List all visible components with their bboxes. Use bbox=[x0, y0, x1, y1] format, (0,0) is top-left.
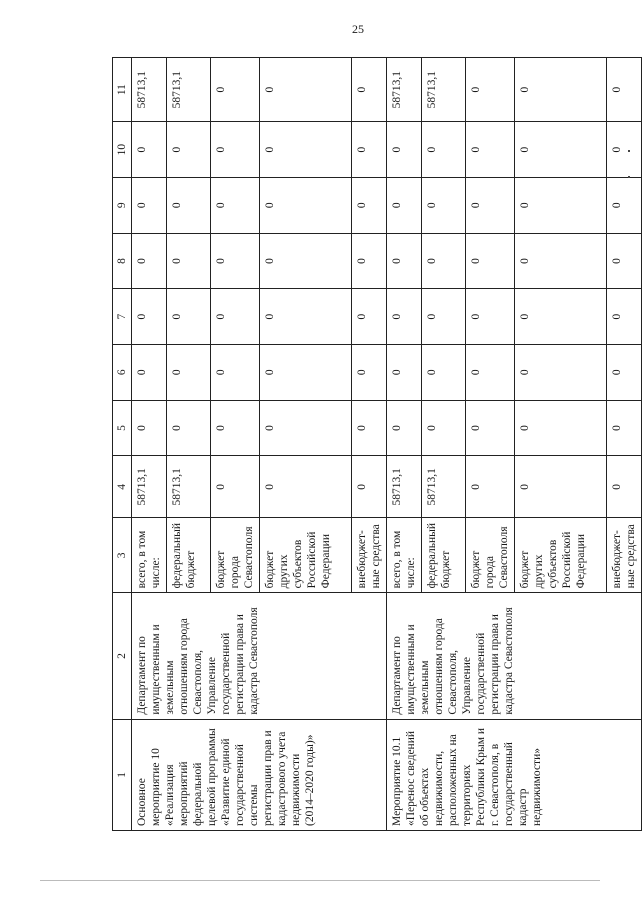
value-cell: 58713,1 bbox=[387, 58, 422, 122]
value-cell: 0 bbox=[167, 344, 211, 400]
header-cell: 4 bbox=[113, 456, 132, 518]
value-cell: 0 bbox=[211, 289, 260, 345]
value-cell: 58713,1 bbox=[422, 456, 466, 518]
funding-source-cell: бюджет города Севастополя bbox=[466, 518, 515, 593]
funding-source-cell: бюджет города Севастополя bbox=[211, 518, 260, 593]
measure-cell: Основное мероприятие 10 «Реализация мероприятий федеральной целевой программы «Развитие единой государственной системы регистрации прав и кадастрового учета недвижимости (2014–2020 годы)» bbox=[132, 719, 387, 830]
rotated-table-container bbox=[112, 57, 637, 831]
value-cell: 0 bbox=[167, 233, 211, 289]
value-cell: 0 bbox=[167, 122, 211, 178]
executor-cell: Департамент по имущественным и земельным отношениям города Севастополя, Управление государственной регистрации права и кадастра Севастополя bbox=[387, 593, 642, 719]
funding-source-cell: внебюджет-ные средства bbox=[607, 518, 642, 593]
value-cell: 0 bbox=[387, 344, 422, 400]
scan-edge-line bbox=[40, 880, 600, 881]
value-cell: 0 bbox=[167, 289, 211, 345]
value-cell: 58713,1 bbox=[132, 58, 167, 122]
value-cell: 0 bbox=[167, 177, 211, 233]
funding-source-cell: бюджет других субъектов Российской Федерации bbox=[515, 518, 607, 593]
header-cell: 9 bbox=[113, 177, 132, 233]
value-cell: 0 bbox=[352, 344, 387, 400]
value-cell: 0 bbox=[211, 122, 260, 178]
value-cell: 0 bbox=[515, 58, 607, 122]
funding-source-cell: всего, в том числе: bbox=[387, 518, 422, 593]
value-cell: 0 bbox=[132, 177, 167, 233]
value-cell: 0 bbox=[211, 400, 260, 456]
value-cell: 0 bbox=[132, 344, 167, 400]
value-cell: 0 bbox=[260, 58, 352, 122]
value-cell: 0 bbox=[607, 344, 642, 400]
table-row bbox=[387, 58, 422, 831]
funding-source-cell: федеральный бюджет bbox=[422, 518, 466, 593]
value-cell: 58713,1 bbox=[422, 58, 466, 122]
value-cell: 0 bbox=[387, 122, 422, 178]
header-row bbox=[113, 58, 132, 831]
value-cell: 0 bbox=[607, 233, 642, 289]
value-cell: 0 bbox=[387, 289, 422, 345]
header-cell: 11 bbox=[113, 58, 132, 122]
header-cell: 8 bbox=[113, 233, 132, 289]
value-cell: 0 bbox=[466, 400, 515, 456]
value-cell: 0 bbox=[466, 58, 515, 122]
header-cell: 5 bbox=[113, 400, 132, 456]
header-cell: 6 bbox=[113, 344, 132, 400]
value-cell: 0 bbox=[515, 289, 607, 345]
table-row bbox=[132, 58, 167, 831]
value-cell: 0 bbox=[515, 344, 607, 400]
value-cell: 0 bbox=[352, 58, 387, 122]
header-cell: 7 bbox=[113, 289, 132, 345]
value-cell: 0 bbox=[515, 122, 607, 178]
value-cell: 0 bbox=[515, 456, 607, 518]
value-cell: 0 bbox=[260, 177, 352, 233]
value-cell: 0 bbox=[607, 58, 642, 122]
measure-cell: Мероприятие 10.1 «Перенос сведений об объектах недвижимости, расположенных на территориях Республики Крым и г. Севастополя, в государственный кадастр недвижимости» bbox=[387, 719, 642, 830]
value-cell: 0 bbox=[515, 400, 607, 456]
value-cell: 0 bbox=[422, 289, 466, 345]
value-cell: 0 bbox=[352, 177, 387, 233]
value-cell: 0 bbox=[132, 233, 167, 289]
value-cell: 0 bbox=[260, 233, 352, 289]
value-cell: 0 bbox=[352, 400, 387, 456]
value-cell: 0 bbox=[607, 289, 642, 345]
value-cell: 0 bbox=[260, 400, 352, 456]
value-cell: 0 bbox=[260, 122, 352, 178]
value-cell: 0 bbox=[132, 122, 167, 178]
value-cell: 58713,1 bbox=[167, 456, 211, 518]
value-cell: 0 bbox=[607, 456, 642, 518]
value-cell: 0 bbox=[466, 233, 515, 289]
value-cell: 0 bbox=[211, 177, 260, 233]
value-cell: 0 bbox=[422, 400, 466, 456]
value-cell: 0 bbox=[466, 177, 515, 233]
value-cell: 0 bbox=[167, 400, 211, 456]
value-cell: 0 bbox=[387, 233, 422, 289]
value-cell: 0 bbox=[422, 122, 466, 178]
value-cell: 0 bbox=[132, 289, 167, 345]
value-cell: 0 bbox=[466, 122, 515, 178]
value-cell: 0 bbox=[211, 233, 260, 289]
value-cell: 0 bbox=[466, 289, 515, 345]
value-cell: 0 bbox=[352, 122, 387, 178]
value-cell: 0 bbox=[422, 344, 466, 400]
value-cell: 0 bbox=[352, 289, 387, 345]
value-cell: 0 bbox=[515, 177, 607, 233]
funding-source-cell: внебюджет-ные средства bbox=[352, 518, 387, 593]
value-cell: 0 bbox=[607, 400, 642, 456]
funding-source-cell: всего, в том числе: bbox=[132, 518, 167, 593]
value-cell: 0 bbox=[211, 58, 260, 122]
page-number: 25 bbox=[352, 22, 364, 36]
scan-speck bbox=[628, 150, 630, 152]
value-cell: 0 bbox=[466, 456, 515, 518]
value-cell: 0 bbox=[211, 456, 260, 518]
funding-source-cell: бюджет других субъектов Российской Федерации bbox=[260, 518, 352, 593]
value-cell: 58713,1 bbox=[167, 58, 211, 122]
value-cell: 0 bbox=[260, 456, 352, 518]
value-cell: 0 bbox=[211, 344, 260, 400]
value-cell: 0 bbox=[422, 233, 466, 289]
header-cell: 1 bbox=[113, 719, 132, 830]
value-cell: 58713,1 bbox=[387, 456, 422, 518]
value-cell: 58713,1 bbox=[132, 456, 167, 518]
value-cell: 0 bbox=[607, 177, 642, 233]
header-cell: 2 bbox=[113, 593, 132, 719]
value-cell: 0 bbox=[387, 177, 422, 233]
executor-cell: Департамент по имущественным и земельным отношениям города Севастополя, Управление государственной регистрации права и кадастра Севастополя bbox=[132, 593, 387, 719]
funding-source-cell: федеральный бюджет bbox=[167, 518, 211, 593]
value-cell: 0 bbox=[260, 344, 352, 400]
value-cell: 0 bbox=[607, 122, 642, 178]
value-cell: 0 bbox=[352, 456, 387, 518]
header-cell: 3 bbox=[113, 518, 132, 593]
value-cell: 0 bbox=[260, 289, 352, 345]
value-cell: 0 bbox=[515, 233, 607, 289]
scan-speck bbox=[628, 176, 630, 178]
rotated-table-area bbox=[112, 57, 637, 831]
header-cell: 10 bbox=[113, 122, 132, 178]
value-cell: 0 bbox=[352, 233, 387, 289]
value-cell: 0 bbox=[466, 344, 515, 400]
value-cell: 0 bbox=[132, 400, 167, 456]
value-cell: 0 bbox=[387, 400, 422, 456]
value-cell: 0 bbox=[422, 177, 466, 233]
budget-table bbox=[112, 57, 642, 831]
